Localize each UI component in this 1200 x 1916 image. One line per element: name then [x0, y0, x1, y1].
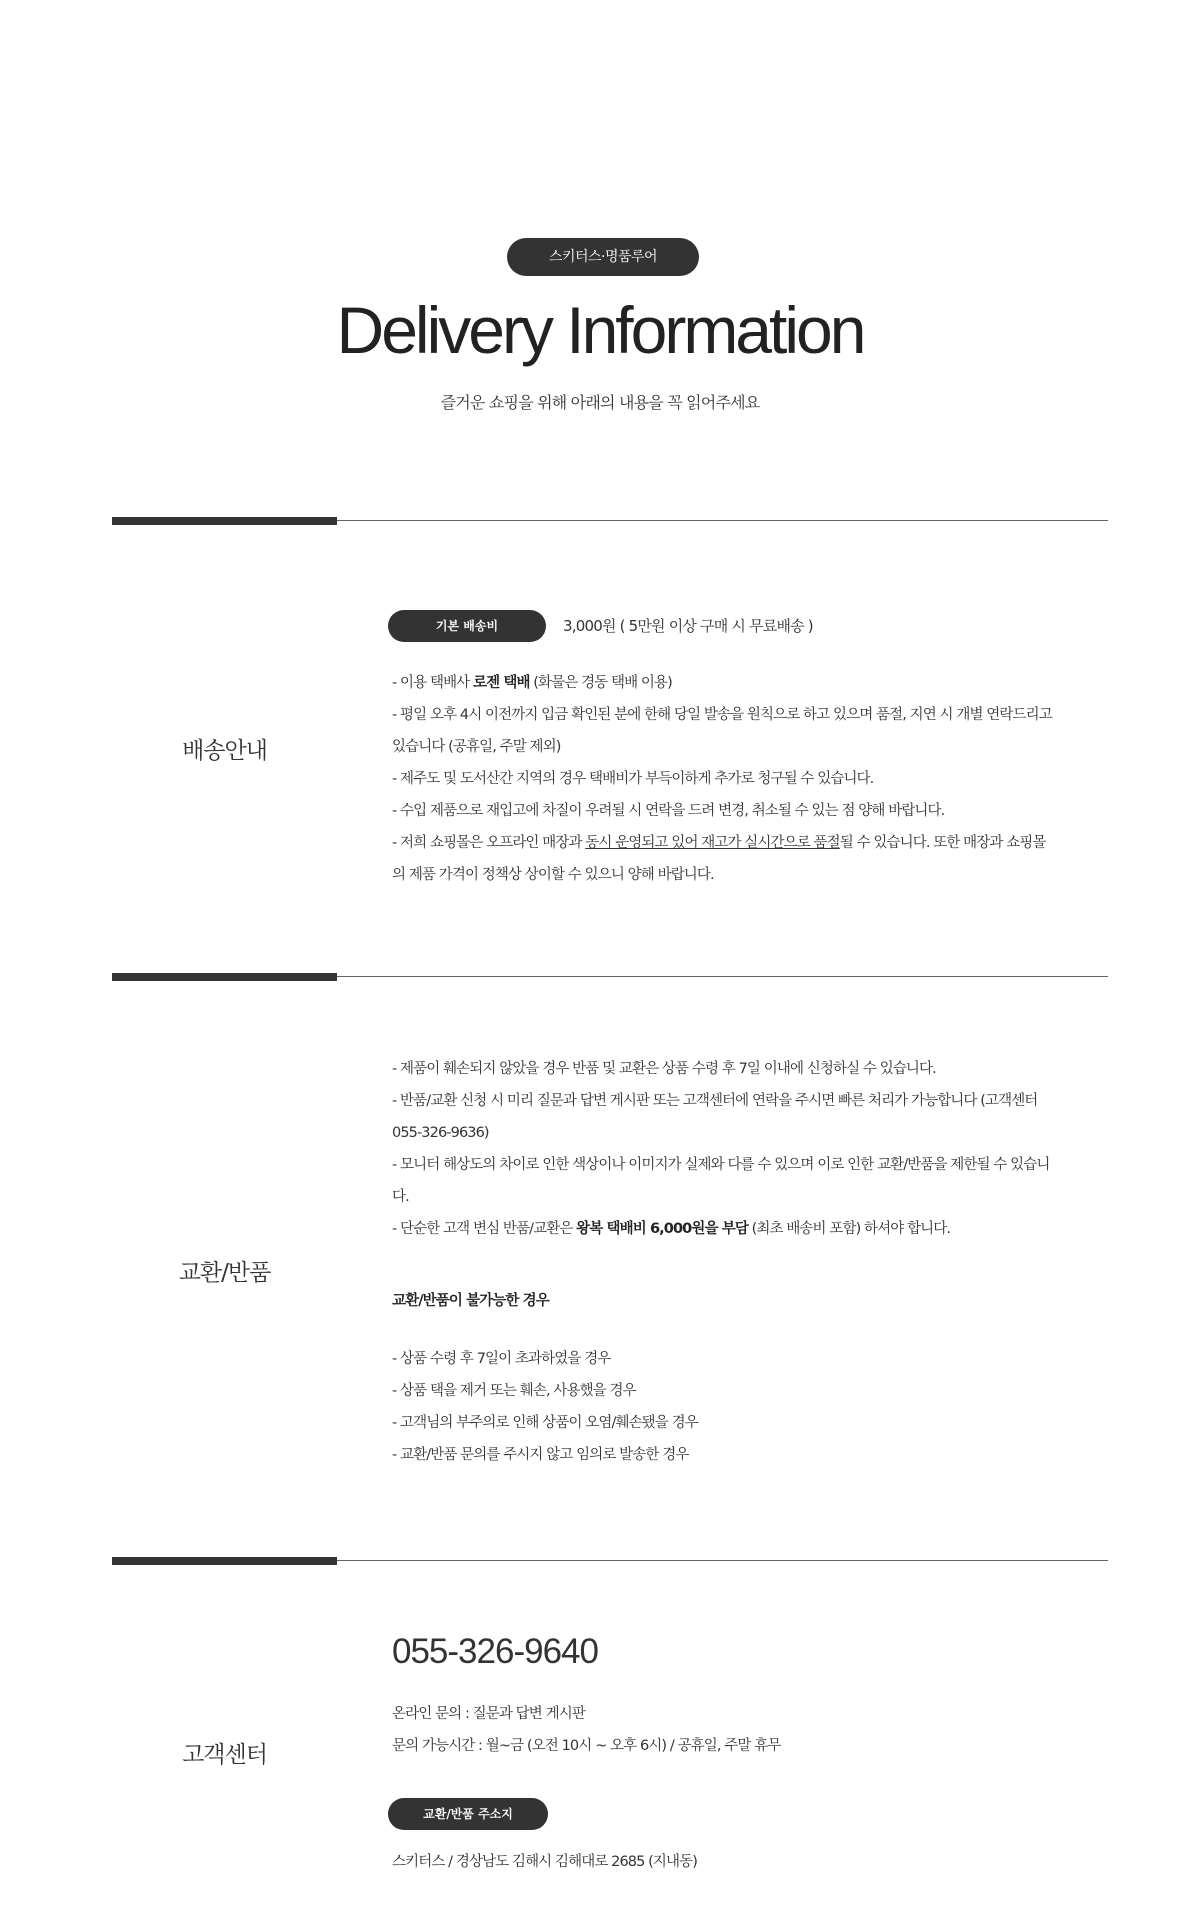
exchange-case-item: - 교환/반품 문의를 주시지 않고 임의로 발송한 경우	[392, 1447, 689, 1463]
delivery-remote-line: - 제주도 및 도서산간 지역의 경우 택배비가 부득이하게 추가로 청구될 수 있습니다.	[392, 771, 874, 787]
exchange-request-line: - 반품/교환 신청 시 미리 질문과 답변 게시판 또는 고객센터에 연락을 주시면 빠른 처리가 가능합니다 (고객센터 055-326-9636)	[392, 1093, 1038, 1141]
delivery-import-line: - 수입 제품으로 재입고에 차질이 우려될 시 연락을 드려 변경, 취소될 수 있는 점 양해 바랍니다.	[392, 803, 945, 819]
section-divider-accent	[112, 1557, 337, 1565]
delivery-courier-line: - 이용 택배사 로젠 택배 (화물은 경동 택배 이용)	[392, 675, 672, 691]
support-online-inquiry: 온라인 문의 : 질문과 답변 게시판	[392, 1706, 585, 1722]
return-address	[392, 1846, 1058, 1878]
support-hours: 문의 가능시간 : 월~금 (오전 10시 ~ 오후 6시) / 공휴일, 주말 휴무	[392, 1738, 781, 1754]
exchange-fee-line: - 단순한 고객 변심 반품/교환은 왕복 택배비 6,000원을 부담 (최초 배송비 포함) 하셔야 합니다.	[392, 1221, 951, 1237]
delivery-fee-badge: 기본 배송비	[388, 610, 546, 642]
delivery-stock-line: - 저희 쇼핑몰은 오프라인 매장과 동시 운영되고 있어 재고가 실시간으로 품절될 수 있습니다. 또한 매장과 쇼핑몰의 제품 가격이 정책상 상이할 수 있으니 양해 바랍니다.	[392, 835, 1046, 883]
exchange-section-title: 교환/반품	[178, 1260, 271, 1286]
support-section-title: 고객센터	[182, 1742, 267, 1768]
support-info	[392, 1698, 1058, 1762]
delivery-section-title: 배송안내	[182, 738, 267, 764]
exchange-case-item: - 상품 택을 제거 또는 훼손, 사용했을 경우	[392, 1383, 636, 1399]
exchange-case-item: - 상품 수령 후 7일이 초과하였을 경우	[392, 1351, 611, 1367]
exchange-period-line: - 제품이 훼손되지 않았을 경우 반품 및 교환은 상품 수령 후 7일 이내에 신청하실 수 있습니다.	[392, 1061, 936, 1077]
section-divider-accent	[112, 517, 337, 525]
exchange-unavailable-heading: 교환/반품이 불가능한 경우	[392, 1293, 549, 1309]
delivery-info	[392, 667, 1058, 891]
section-divider-accent	[112, 973, 337, 981]
delivery-fee-text: 3,000원 ( 5만원 이상 구매 시 무료배송 )	[563, 617, 813, 635]
return-address-badge: 교환/반품 주소지	[388, 1798, 548, 1830]
exchange-info	[392, 1053, 1058, 1471]
return-address-text: 스키터스 / 경상남도 김해시 김해대로 2685 (지내동)	[392, 1854, 697, 1870]
delivery-dispatch-line: - 평일 오후 4시 이전까지 입금 확인된 분에 한해 당일 발송을 원칙으로 하고 있으며 품절, 지연 시 개별 연락드리고 있습니다 (공휴일, 주말 제외)	[392, 707, 1052, 755]
page-title: Delivery Information	[336, 293, 864, 367]
support-phone-number: 055-326-9640	[392, 1632, 598, 1671]
exchange-color-line: - 모니터 해상도의 차이로 인한 색상이나 이미지가 실제와 다를 수 있으며 이로 인한 교환/반품을 제한될 수 있습니다.	[392, 1157, 1050, 1205]
exchange-case-item: - 고객님의 부주의로 인해 상품이 오염/훼손됐을 경우	[392, 1415, 698, 1431]
page-subtitle: 즐거운 쇼핑을 위해 아래의 내용을 꼭 읽어주세요	[440, 393, 760, 412]
brand-badge: 스키터스·명품루어	[507, 238, 699, 276]
